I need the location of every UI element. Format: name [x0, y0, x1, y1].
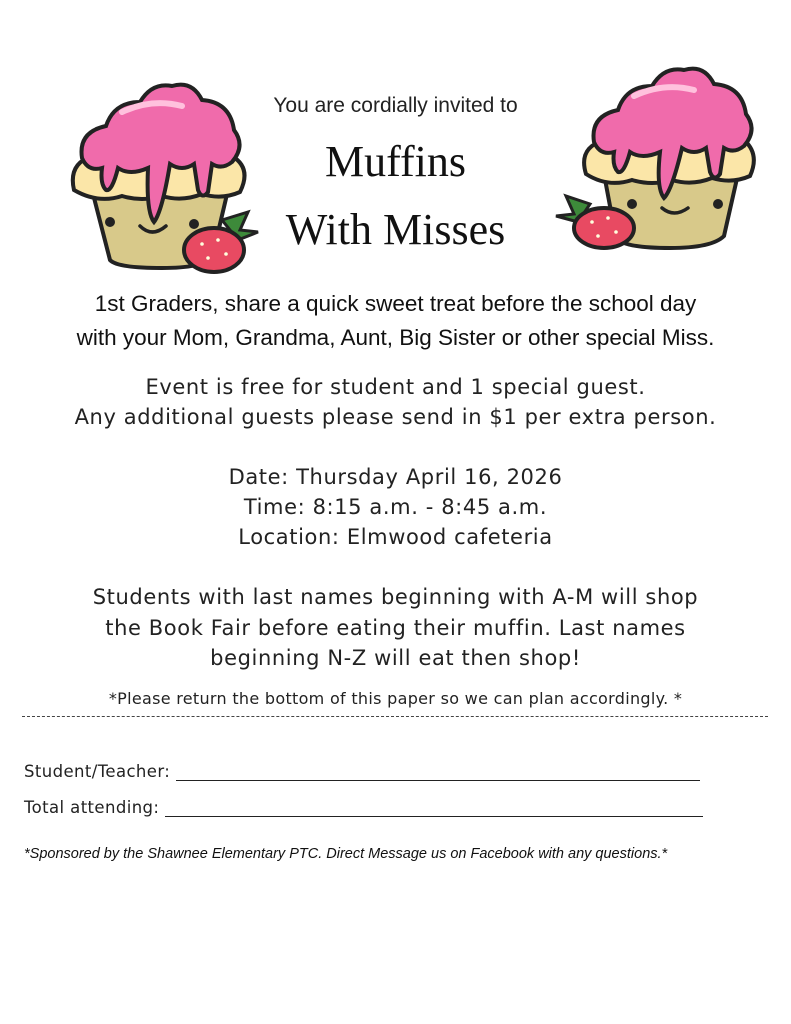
total-attending-label: Total attending:: [24, 798, 160, 817]
return-note: *Please return the bottom of this paper so we can plan accordingly. *: [108, 689, 683, 708]
event-location: Location: Elmwood cafeteria: [238, 525, 553, 549]
pricing-line-1: Event is free for student and 1 special guest.: [145, 375, 646, 399]
student-teacher-label: Student/Teacher:: [24, 762, 171, 781]
total-attending-row: [24, 798, 703, 817]
book-fair-line-1: Students with last names beginning with A-M will shop: [92, 585, 699, 609]
title-line-2: With Misses: [285, 205, 506, 254]
sponsor-note: *Sponsored by the Shawnee Elementary PTC. Direct Message us on Facebook with any questions.*: [24, 846, 668, 862]
intro-line-2: with your Mom, Grandma, Aunt, Big Sister or other special Miss.: [76, 325, 715, 350]
cut-line-divider: [22, 716, 768, 717]
book-fair-line-3: beginning N-Z will eat then shop!: [210, 646, 581, 670]
pricing-line-2: Any additional guests please send in $1 per extra person.: [74, 405, 717, 429]
student-teacher-row: [24, 762, 700, 781]
title-line-1: Muffins: [325, 137, 466, 186]
book-fair-line-2: the Book Fair before eating their muffin. Last names: [105, 616, 686, 640]
event-date: Date: Thursday April 16, 2026: [228, 465, 563, 489]
intro-line-1: 1st Graders, share a quick sweet treat before the school day: [94, 291, 697, 316]
event-time: Time: 8:15 a.m. - 8:45 a.m.: [243, 495, 548, 519]
student-teacher-blank-field[interactable]: [176, 762, 700, 781]
invitation-line: You are cordially invited to: [273, 94, 518, 117]
total-attending-blank-field[interactable]: [165, 798, 703, 817]
